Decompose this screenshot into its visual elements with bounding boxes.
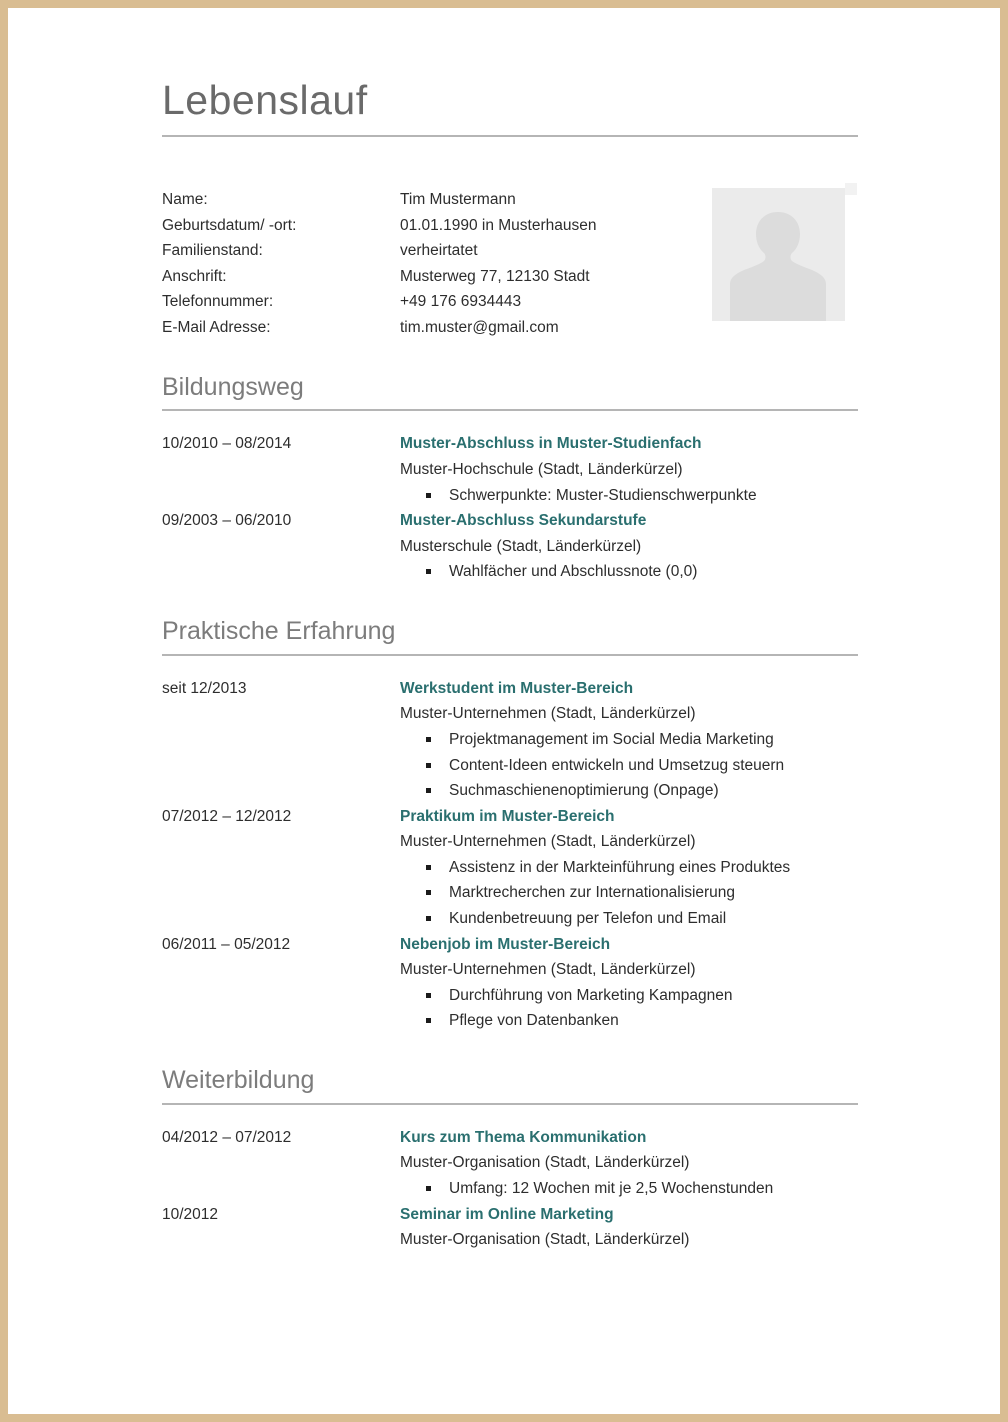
document-title: Lebenslauf (162, 77, 368, 123)
experience-entry (162, 676, 858, 804)
bullet-item (400, 855, 858, 881)
bullet-text: Projektmanagement im Social Media Marketing (449, 730, 774, 748)
info-value-birth: 01.01.1990 in Musterhausen (400, 216, 597, 234)
bullet-item (400, 727, 858, 753)
entry-date: seit 12/2013 (162, 679, 247, 697)
bullet-square-icon (426, 993, 431, 998)
bullet-square-icon (426, 865, 431, 870)
bullet-item (400, 1176, 858, 1202)
entry-subtitle: Muster-Unternehmen (Stadt, Länderkürzel) (400, 705, 696, 723)
bullet-square-icon (426, 737, 431, 742)
photo-corner-handle (845, 183, 857, 195)
entry-date: 07/2012 – 12/2012 (162, 807, 292, 825)
bullet-item (400, 983, 858, 1009)
info-label-email: E-Mail Adresse: (162, 319, 271, 337)
section-divider (162, 409, 858, 411)
bullet-text: Umfang: 12 Wochen mit je 2,5 Wochenstunden (449, 1179, 774, 1197)
bullet-item (400, 1008, 858, 1034)
entry-title: Seminar im Online Marketing (400, 1205, 614, 1223)
education-entries (162, 431, 858, 585)
entry-date: 10/2012 (162, 1205, 219, 1223)
bullet-square-icon (426, 569, 431, 574)
bullet-text: Durchführung von Marketing Kampagnen (449, 986, 733, 1004)
info-label-marital: Familienstand: (162, 242, 263, 260)
bullet-square-icon (426, 788, 431, 793)
bullet-text: Schwerpunkte: Muster-Studienschwerpunkte (449, 486, 757, 504)
entry-title: Muster-Abschluss Sekundarstufe (400, 512, 647, 530)
title-divider (162, 135, 858, 137)
info-value-name: Tim Mustermann (400, 191, 516, 209)
training-entry (162, 1125, 858, 1202)
bullet-square-icon (426, 493, 431, 498)
info-value-address: Musterweg 77, 12130 Stadt (400, 267, 590, 285)
info-value-phone: +49 176 6934443 (400, 293, 522, 311)
section-training (162, 1066, 858, 1253)
training-entry (162, 1202, 858, 1253)
bullet-item (400, 753, 858, 779)
entry-date: 04/2012 – 07/2012 (162, 1128, 292, 1146)
section-heading-training: Weiterbildung (162, 1066, 315, 1095)
bullet-item (400, 559, 858, 585)
bullet-square-icon (426, 1018, 431, 1023)
entry-date: 06/2011 – 05/2012 (162, 935, 291, 953)
education-entry (162, 508, 858, 585)
bullet-item (400, 778, 858, 804)
section-experience (162, 617, 858, 1034)
section-divider (162, 1103, 858, 1105)
bullet-text: Content-Ideen entwickeln und Umsetzug steuern (449, 756, 785, 774)
section-divider (162, 654, 858, 656)
bullet-square-icon (426, 890, 431, 895)
bullet-text: Assistenz in der Markteinführung eines Produktes (449, 858, 791, 876)
info-value-marital: verheirtatet (400, 242, 478, 260)
bullet-square-icon (426, 763, 431, 768)
entry-body (400, 431, 858, 508)
entry-title: Praktikum im Muster-Bereich (400, 807, 615, 825)
bullet-square-icon (426, 1186, 431, 1191)
entry-subtitle: Muster-Organisation (Stadt, Länderkürzel) (400, 1154, 690, 1172)
info-label-address: Anschrift: (162, 267, 227, 285)
entry-subtitle: Muster-Unternehmen (Stadt, Länderkürzel) (400, 833, 696, 851)
entry-subtitle: Muster-Hochschule (Stadt, Länderkürzel) (400, 461, 683, 478)
info-label-name: Name: (162, 191, 208, 209)
bullet-item (400, 906, 858, 932)
training-entries (162, 1125, 858, 1253)
info-value-email: tim.muster@gmail.com (400, 319, 559, 337)
entry-subtitle: Musterschule (Stadt, Länderkürzel) (400, 537, 642, 555)
entry-body (400, 1125, 858, 1202)
entry-title: Werkstudent im Muster-Bereich (400, 679, 634, 697)
experience-entries (162, 676, 858, 1034)
entry-title: Nebenjob im Muster-Bereich (400, 935, 611, 953)
entry-body (400, 932, 858, 1034)
bullet-square-icon (426, 916, 431, 921)
entry-title: Muster-Abschluss in Muster-Studienfach (400, 435, 702, 453)
info-label-birth: Geburtsdatum/ -ort: (162, 216, 297, 234)
entry-body (400, 508, 858, 585)
bullet-text: Pflege von Datenbanken (449, 1012, 619, 1030)
info-label-phone: Telefonnummer: (162, 293, 274, 311)
bullet-item (400, 483, 858, 509)
bullet-text: Kundenbetreuung per Telefon und Email (449, 910, 727, 928)
person-silhouette-icon (712, 188, 845, 321)
experience-entry (162, 932, 858, 1034)
education-entry (162, 431, 858, 508)
section-education (162, 373, 858, 585)
entry-body (400, 676, 858, 804)
bullet-text: Suchmaschienenoptimierung (Onpage) (449, 782, 719, 800)
entry-date: 10/2010 – 08/2014 (162, 435, 292, 453)
bullet-text: Wahlfächer und Abschlussnote (0,0) (449, 563, 698, 581)
portrait-placeholder (712, 188, 845, 321)
entry-body (400, 1202, 858, 1253)
entry-title: Kurs zum Thema Kommunikation (400, 1128, 647, 1146)
bullet-item (400, 880, 858, 906)
entry-date: 09/2003 – 06/2010 (162, 512, 292, 530)
entry-subtitle: Muster-Organisation (Stadt, Länderkürzel) (400, 1231, 690, 1249)
section-heading-education: Bildungsweg (162, 372, 304, 401)
experience-entry (162, 804, 858, 932)
section-heading-experience: Praktische Erfahrung (162, 616, 396, 645)
entry-subtitle: Muster-Unternehmen (Stadt, Länderkürzel) (400, 961, 696, 979)
entry-body (400, 804, 858, 932)
bullet-text: Marktrecherchen zur Internationalisierung (449, 884, 736, 902)
